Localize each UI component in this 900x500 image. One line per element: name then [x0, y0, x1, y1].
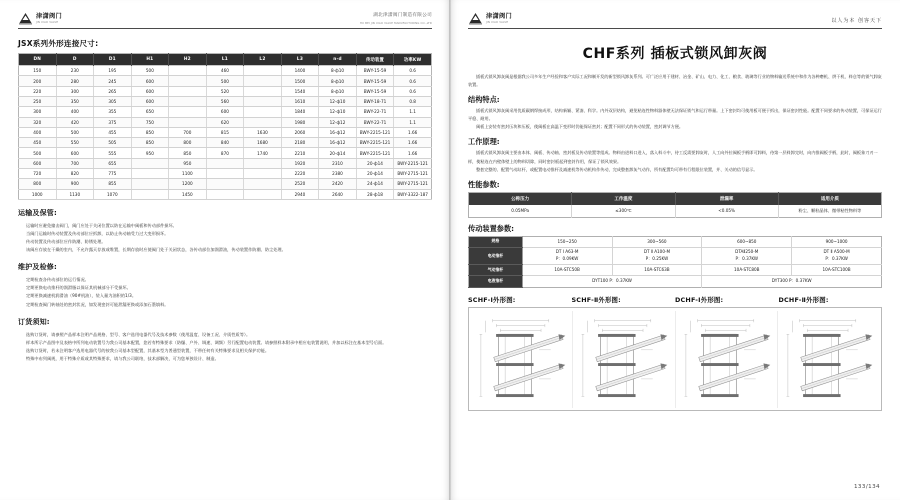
table-cell: DTAⅡ250-M P：0.37KW: [702, 247, 792, 264]
table-cell: 455: [94, 127, 132, 137]
table-cell: 8-ф10: [319, 76, 357, 86]
table-cell: 20-ф14: [356, 158, 394, 168]
page-number: 133/134: [853, 484, 880, 490]
section-paragraph: 选购订货时，若未注明客户选用电器代号的按我公司基本型配置，其基本型为普通型装置，不带任何有关特殊要求及相关保护功能。: [26, 347, 270, 353]
column-header: D1: [94, 54, 132, 66]
table-cell: BWY-15-59: [356, 86, 394, 96]
column-header: L3: [281, 54, 319, 66]
table-cell: 355: [94, 107, 132, 117]
table-cell: 1.1: [394, 117, 432, 127]
outline-drawing-svg: [573, 311, 674, 408]
table-cell: 20-ф14: [356, 169, 394, 179]
table-cell: BWY-2215-121: [356, 127, 394, 137]
table-cell: [131, 179, 169, 189]
table-row: [469, 236, 882, 247]
table-cell: 1400: [281, 66, 319, 76]
section-paragraph: 插板式锁风卸灰阀采用优质碳钢焊接成形，结构新颖、紧凑、科学。内外双层结构，避免粘连性物料器体壁无法保证锁气和运行带量。上下密封均可使用板可便于拆出，保证密封性能。配置不同要求的传动装置，可保证运行平稳、耐用。: [468, 108, 882, 122]
section-heading: 运输及保管:: [18, 208, 57, 217]
table-cell: 400: [56, 107, 94, 117]
table-cell: BWY-15-59: [356, 66, 394, 76]
table-cell: 1840: [281, 107, 319, 117]
drawing-label: DCHF-Ⅰ外形图:: [675, 295, 724, 304]
table-cell: 16-ф12: [319, 138, 357, 148]
drive-parameter-table: [468, 236, 882, 288]
table-row: [19, 107, 432, 117]
table-cell: 400: [19, 127, 57, 137]
mountain-logo-icon: [18, 12, 33, 25]
table-row: [19, 66, 432, 76]
table-cell: 0.8: [394, 97, 432, 107]
column-header: n-d: [319, 54, 357, 66]
table-cell: 250: [19, 97, 57, 107]
table-cell: DT Ⅱ A500-M P：0.37KW: [792, 247, 882, 264]
page-gutter: [449, 0, 451, 500]
table-cell: 1680: [244, 138, 282, 148]
table-cell: 950: [131, 148, 169, 158]
mountain-logo-icon: [468, 12, 483, 25]
brand-logo-right: [468, 12, 512, 25]
table-cell: 2420: [319, 179, 357, 189]
table-cell: 8-ф10: [319, 86, 357, 96]
table-cell: 1.1: [394, 107, 432, 117]
table-cell: 775: [94, 169, 132, 179]
table-cell: 560: [206, 97, 244, 107]
section-paragraph: 插板式锁风卸灰阀主要由本体、阀板、传动轴、密封板及传动装置等组成。物料由进料口进入，落入料斗中，待工反需要卸灰时，人工向外拉阀板手柄即可卸料，待第一层料卸完时，向内推阀板手柄，此时，阀板象刀刃一样，使粘连在内壁体壁上的物料切除，同时密封板起到密封作用，保证了锁风效果。: [468, 150, 878, 164]
table-cell: 1.66: [394, 127, 432, 137]
table-cell: [206, 179, 244, 189]
table-cell: 320: [19, 117, 57, 127]
section-paragraph: 当阀门运输时传动装置及传动部位应拆卸，以防止传动轴受力过大变形损坏。: [26, 230, 169, 236]
table-cell: [169, 76, 207, 86]
drawing-label: DCHF-Ⅱ外形图:: [778, 295, 829, 304]
table-cell: BWY-22-71: [356, 117, 394, 127]
table-cell: 840: [206, 138, 244, 148]
column-header: 适用介质: [778, 192, 881, 205]
table-cell: 1200: [169, 179, 207, 189]
table-row: [19, 148, 432, 158]
drive-table-title: 传动装置参数:: [468, 223, 514, 233]
row-header: 规格: [469, 236, 523, 247]
table-header-row: [19, 54, 432, 66]
table-cell: 10A-STC80B: [702, 265, 792, 276]
table-cell: 500: [56, 127, 94, 137]
table-cell: 500: [131, 66, 169, 76]
dimension-table-title: JSX系列外形连接尺寸:: [18, 39, 99, 48]
table-cell: [244, 169, 282, 179]
table-cell: 1540: [281, 86, 319, 96]
table-cell: 450: [19, 138, 57, 148]
table-cell: 655: [94, 158, 132, 168]
section-paragraph: 定期检查阀门转轴处的密封状况，如发现密封可能泄漏更换或添加石墨填料。: [26, 301, 169, 307]
table-cell: [131, 189, 169, 199]
table-cell: 600~850: [702, 236, 792, 247]
table-cell: [206, 189, 244, 199]
table-cell: 300~560: [612, 236, 702, 247]
table-cell: 600: [19, 158, 57, 168]
outline-drawings: [468, 307, 882, 411]
column-header: H1: [131, 54, 169, 66]
table-cell: BWY-2215-121: [356, 148, 394, 158]
table-cell: 2060: [281, 127, 319, 137]
table-cell: [244, 189, 282, 199]
brand-name-cn: 津潇阀门: [486, 12, 512, 20]
row-header: 气动推杆: [469, 265, 523, 276]
row-header: 电动推杆: [469, 247, 523, 264]
table-cell: 200: [19, 76, 57, 86]
outline-drawing: [572, 311, 674, 408]
table-row: [19, 127, 432, 137]
table-cell: 900~1000: [792, 236, 882, 247]
table-cell: 2310: [319, 158, 357, 168]
brand-name-en: JIN XIAO VALVE: [486, 19, 509, 24]
section-paragraph: 选购订货时，请参照产品样本注明产品规格、型号、客户选用电器代号及技术参数（使用温度、设备工况、介质性质等）。: [26, 331, 251, 337]
section-paragraph: 阀板上安装有密封压块和压板，使阀板在高温下变形时仍能保证密封；配置不同形式的传动装置，密封调节方便。: [476, 124, 684, 130]
section-paragraph: 定期检查各传动部位的运行情况。: [26, 277, 89, 283]
table-cell: 950: [169, 158, 207, 168]
table-cell: 1130: [56, 189, 94, 199]
table-cell: 300: [56, 86, 94, 96]
table-cell: 600: [56, 148, 94, 158]
right-header-tagline: [831, 18, 882, 26]
table-cell: BWY-2715-121: [394, 179, 432, 189]
outline-drawing-svg: [778, 311, 879, 408]
table-cell: DT Ⅱ A100-M P：0.25KW: [612, 247, 702, 264]
table-cell: 10A-STC100B: [792, 265, 882, 276]
right-page: [450, 0, 900, 500]
table-cell: 280: [56, 76, 94, 86]
left-text-sections: [18, 208, 432, 363]
section-paragraph: 传动装置及传动部位应作防潮、防锈处理。: [26, 239, 106, 245]
table-cell: 0.6: [394, 86, 432, 96]
drawing-label: SCHF-Ⅱ外形图:: [571, 295, 621, 304]
table-cell: [169, 107, 207, 117]
brand-name-cn: 津潇阀门: [36, 12, 62, 20]
table-cell: BWY-2215-121: [394, 158, 432, 168]
section-paragraph: 样本所示产品图中及表格中所列电动装置号为我公司基本配置，您若有特殊要求（防爆、户外、调速、调频）另行配置电动装置。请参照样本附录中相应电装置说明，并加以标注在基本型号后面。: [26, 339, 387, 345]
table-cell: 1000: [19, 189, 57, 199]
perf-table-title: 性能参数:: [468, 179, 500, 189]
table-cell: 20-ф14: [319, 148, 357, 158]
left-page-header: [18, 12, 432, 29]
table-cell: 2180: [281, 138, 319, 148]
table-cell: 520: [206, 86, 244, 96]
outline-drawing-svg: [676, 311, 777, 408]
table-cell: 8-ф10: [319, 66, 357, 76]
right-page-header: [468, 12, 882, 29]
table-cell: 2520: [281, 179, 319, 189]
table-cell: 555: [94, 148, 132, 158]
table-cell: 230: [56, 66, 94, 76]
section-paragraph: 特殊中布列阀规，用于特殊介质或其特殊要求，请与我公司联络，技术部解决，可为您单独设计、制造。: [26, 355, 219, 361]
table-cell: 820: [56, 169, 94, 179]
table-cell: 24-ф14: [356, 179, 394, 189]
table-cell: 28-ф18: [356, 189, 394, 199]
table-cell: 2640: [319, 189, 357, 199]
tagline: 以人为本 创客天下: [831, 17, 882, 24]
column-header: H2: [169, 54, 207, 66]
table-cell: BWY-15-59: [356, 76, 394, 86]
table-cell: 16-ф12: [319, 127, 357, 137]
table-cell: 1920: [281, 158, 319, 168]
table-cell: 2380: [319, 169, 357, 179]
table-row: [469, 205, 882, 218]
table-cell: 620: [206, 117, 244, 127]
drawing-labels: [468, 295, 882, 304]
table-cell: 375: [94, 117, 132, 127]
column-header: 工作温度: [572, 192, 675, 205]
table-cell: [244, 117, 282, 127]
table-cell: 12-ф10: [319, 97, 357, 107]
table-cell: 420: [56, 117, 94, 127]
table-row: [469, 275, 882, 287]
table-cell: BWY-18-71: [356, 97, 394, 107]
brand-name-en: JIN XIAO VALVE: [36, 19, 59, 24]
section-heading: 结构特点:: [468, 95, 500, 105]
table-cell: 855: [94, 179, 132, 189]
table-cell: [244, 66, 282, 76]
table-cell: 1980: [281, 117, 319, 127]
column-header: 传动装置: [356, 54, 394, 66]
table-cell: 10A-STC63B: [612, 265, 702, 276]
table-row: [469, 247, 882, 264]
company-name-en: HU BEI JIN XIAO VALVE MANUFACTURING CO.,LTD: [359, 20, 432, 25]
table-cell: 1450: [169, 189, 207, 199]
column-header: 功率KW: [394, 54, 432, 66]
table-cell: 350: [56, 97, 94, 107]
table-cell: 265: [94, 86, 132, 96]
table-cell: BWY-3322-187: [394, 189, 432, 199]
table-cell: 245: [94, 76, 132, 86]
table-row: [19, 189, 432, 199]
table-cell: 10A-STC50B: [522, 265, 612, 276]
table-cell: 800: [19, 179, 57, 189]
table-cell: 815: [206, 127, 244, 137]
outline-drawing-svg: [471, 311, 572, 408]
table-cell: [169, 97, 207, 107]
table-cell: 550: [56, 138, 94, 148]
table-row: [19, 138, 432, 148]
table-cell: 305: [94, 97, 132, 107]
outline-drawing: [675, 311, 777, 408]
table-cell: 0.05MPa: [469, 205, 572, 218]
table-cell: 850: [169, 148, 207, 158]
table-cell: [244, 158, 282, 168]
outline-drawing: [471, 311, 572, 408]
table-cell: 850: [131, 138, 169, 148]
table-row: [19, 86, 432, 96]
intro-paragraph: 插板式锁风卸灰阀是根据我公司多年生产经验和客户实际工况和制开发的新型锁风卸灰系列。可广泛应用于建材、冶金、矿山、电力、化工、粮食、玻璃等行业的物料输送系统中和作为各种磨机、烘干机、料仓等的锁气卸灰装置。: [468, 74, 882, 88]
brand-logo: [18, 12, 62, 25]
table-header-row: [469, 192, 882, 205]
table-cell: 1.66: [394, 148, 432, 158]
outline-drawing: [777, 311, 879, 408]
table-cell: [169, 86, 207, 96]
column-header: 泄漏率: [675, 192, 778, 205]
table-cell: 600: [131, 76, 169, 86]
table-cell: [131, 169, 169, 179]
table-cell: 800: [169, 138, 207, 148]
table-cell: [206, 158, 244, 168]
table-cell: 1100: [169, 169, 207, 179]
table-row: [19, 158, 432, 168]
table-cell: [244, 179, 282, 189]
table-cell: 12-ф12: [319, 117, 357, 127]
table-cell: 220: [19, 86, 57, 96]
section-paragraph: 整套完整的、配置气动缸杆，或配置电动推杆及减速机等传动机构作传动，完成整套卸灰气动作，所有配置均可带有行程限位装置，并、关动的信号显示。: [476, 166, 758, 172]
table-cell: BWY-22-71: [356, 107, 394, 117]
table-cell: [206, 169, 244, 179]
table-cell: [169, 117, 207, 127]
table-cell: 2940: [281, 189, 319, 199]
table-row: [469, 265, 882, 276]
table-cell: 1610: [281, 97, 319, 107]
drawing-label: SCHF-Ⅰ外形图:: [468, 295, 516, 304]
section-paragraph: 定期更换减速机润滑油（90#机油），装入量为油积的1/3。: [26, 293, 137, 299]
section-paragraph: 运输时应避免撞击阀门，阀门应处于关闭位置以防在运输中阀板和传动部件损坏。: [26, 222, 177, 228]
table-cell: 150~250: [522, 236, 612, 247]
table-row: [19, 179, 432, 189]
table-cell: 粉尘、颗粒晶体、微带粘性物料等: [778, 205, 881, 218]
table-cell: <0.05%: [675, 205, 778, 218]
table-cell: 195: [94, 66, 132, 76]
table-cell: 12-ф10: [319, 107, 357, 117]
company-name-cn: 湖北津潇阀门制造有限公司: [373, 13, 432, 19]
table-cell: 150: [19, 66, 57, 76]
table-cell: 900: [56, 179, 94, 189]
table-cell: 2210: [281, 148, 319, 158]
section-heading: 维护及检修:: [18, 263, 57, 272]
page-title: CHF系列 插板式锁风卸灰阀: [582, 46, 768, 62]
table-cell: 870: [206, 148, 244, 158]
table-cell: DT Ⅰ A63-M P：0.09KW: [522, 247, 612, 264]
table-cell: [244, 107, 282, 117]
table-cell: [169, 66, 207, 76]
section-paragraph: 该阀应存放在干燥的室内，不允许露天存放或堆置，长期存放时应使阀门处于关闭状态，各传动部位加润滑油，传动装置作防潮、防尘处理。: [26, 247, 286, 253]
section-paragraph: 定期更换电动推杆的润滑脂以保证其机械部分不受损坏。: [26, 285, 131, 291]
table-cell: 600: [131, 86, 169, 96]
column-header: D: [56, 54, 94, 66]
section-heading: 工作原理:: [468, 137, 500, 147]
table-cell: [131, 158, 169, 168]
table-cell: [244, 76, 282, 86]
table-cell: 500: [206, 76, 244, 86]
right-text-sections: [468, 95, 882, 174]
table-cell: [244, 86, 282, 96]
table-cell: 1500: [281, 76, 319, 86]
table-cell: 505: [94, 138, 132, 148]
table-cell: 1630: [244, 127, 282, 137]
table-cell: 720: [19, 169, 57, 179]
table-row: [19, 97, 432, 107]
table-cell: 650: [131, 107, 169, 117]
table-cell: 600: [131, 97, 169, 107]
left-header-company: [360, 13, 432, 25]
table-cell: 300: [19, 107, 57, 117]
table-cell: BWY-2215-121: [356, 138, 394, 148]
column-header: L1: [206, 54, 244, 66]
table-cell: 850: [131, 127, 169, 137]
section-heading: 订货须知:: [18, 317, 50, 326]
table-cell: 700: [169, 127, 207, 137]
table-cell: DYT300 P：0.37KW: [771, 278, 812, 284]
table-cell: 500: [19, 148, 57, 158]
table-cell: BWY-2715-121: [394, 169, 432, 179]
table-cell: 0.6: [394, 76, 432, 86]
column-header: DN: [19, 54, 57, 66]
table-row: [19, 117, 432, 127]
table-cell: 460: [206, 66, 244, 76]
table-cell: DYT100 P：0.37KW: [522, 275, 702, 287]
column-header: 公称压力: [469, 192, 572, 205]
table-cell: 1070: [94, 189, 132, 199]
table-cell: 700: [56, 158, 94, 168]
table-cell: 0.6: [394, 66, 432, 76]
table-cell: 750: [131, 117, 169, 127]
performance-table: [468, 192, 882, 218]
table-cell: [244, 97, 282, 107]
table-row: [19, 76, 432, 86]
table-cell: 600: [206, 107, 244, 117]
table-cell: 2220: [281, 169, 319, 179]
column-header: L2: [244, 54, 282, 66]
table-row: [19, 169, 432, 179]
dimension-table: [18, 53, 432, 200]
table-cell: 1740: [244, 148, 282, 158]
table-cell: ≤300℃: [572, 205, 675, 218]
row-header: 电液推杆: [469, 275, 523, 287]
table-cell: 1.66: [394, 138, 432, 148]
